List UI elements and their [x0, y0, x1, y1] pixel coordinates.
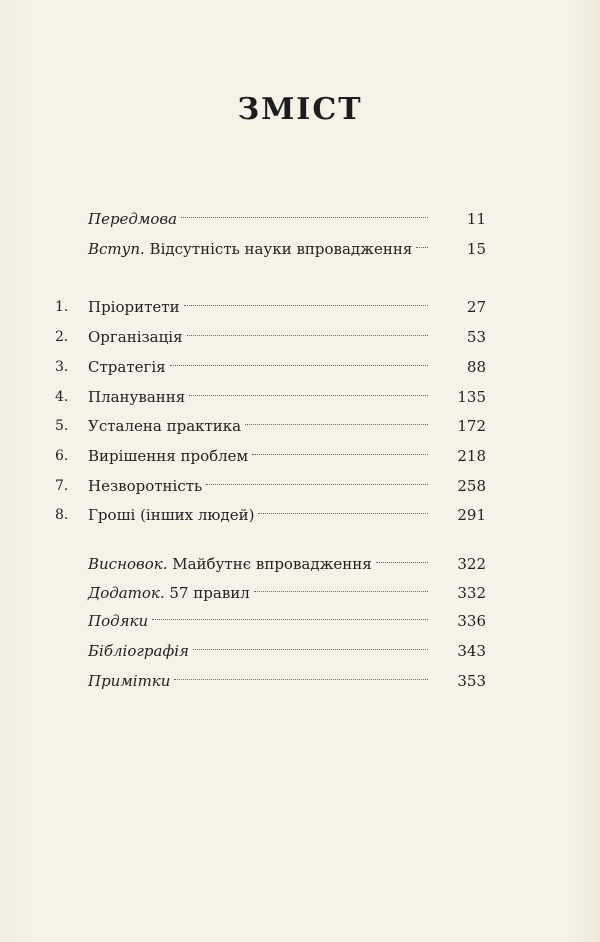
toc-entry-text — [88, 204, 434, 234]
toc-page-number: 172 — [457, 417, 486, 435]
dot-leader — [376, 562, 428, 563]
chapter-number: 8. — [55, 507, 69, 523]
chapter-number: 7. — [55, 478, 69, 494]
toc-chapter-3 — [0, 352, 486, 382]
dot-leader — [258, 513, 428, 514]
toc-entry-text — [88, 471, 434, 501]
toc-entry-text — [88, 322, 434, 352]
toc-page-number: 343 — [457, 642, 486, 660]
toc-entry-text — [88, 441, 434, 471]
toc-entry-text — [88, 382, 434, 412]
dot-leader — [152, 619, 428, 620]
toc-entry-text — [88, 666, 434, 696]
chapter-title: Організація — [88, 328, 183, 346]
chapter-number: 2. — [55, 329, 69, 345]
toc-entry-acknowledgements — [0, 606, 486, 636]
chapter-title: Пріоритети — [88, 298, 180, 316]
toc-entry-label — [88, 204, 181, 234]
toc-page-number: 218 — [457, 447, 486, 465]
toc-entry-lead: Висновок. — [88, 555, 168, 573]
toc-entry-label — [88, 578, 254, 608]
toc-entry-notes — [0, 666, 486, 696]
toc-page-number: 353 — [457, 672, 486, 690]
toc-entry-text — [88, 606, 434, 636]
chapter-title: Стратегія — [88, 358, 166, 376]
dot-leader — [181, 217, 428, 218]
chapter-title: Гроші (інших людей) — [88, 506, 255, 524]
toc-entry-label — [88, 606, 152, 636]
dot-leader — [206, 484, 428, 485]
toc-entry-title: 57 правил — [164, 584, 250, 602]
toc-page-number: 291 — [457, 506, 486, 524]
page-title: ЗМІСТ — [237, 92, 363, 127]
toc-page-number: 15 — [466, 240, 486, 258]
toc-entry-label — [88, 549, 376, 579]
chapter-number: 3. — [55, 359, 69, 375]
dot-leader — [193, 649, 428, 650]
toc-entry-label — [88, 666, 174, 696]
toc-entry-lead: Бібліографія — [88, 642, 189, 660]
dot-leader — [184, 305, 428, 306]
toc-chapter-7 — [0, 471, 486, 501]
dot-leader — [174, 679, 428, 680]
dot-leader — [189, 395, 428, 396]
dot-leader — [245, 424, 428, 425]
toc-entry-introduction — [0, 234, 486, 264]
toc-entry-text — [88, 578, 434, 608]
toc-entry-conclusion — [0, 549, 486, 579]
toc-page-number: 53 — [466, 328, 486, 346]
toc-page-number: 88 — [466, 358, 486, 376]
toc-entry-text — [88, 234, 434, 264]
toc-chapter-8 — [0, 500, 486, 530]
toc-entry-text — [88, 411, 434, 441]
toc-entry-text — [88, 292, 434, 322]
toc-entry-text — [88, 636, 434, 666]
chapter-title: Планування — [88, 388, 186, 406]
chapter-title: Незворотність — [88, 477, 203, 495]
toc-entry-text — [88, 500, 434, 530]
dot-leader — [252, 454, 428, 455]
toc-chapter-1 — [0, 292, 486, 322]
toc-entry-lead: Подяки — [88, 612, 149, 630]
toc-page-number: 258 — [457, 477, 486, 495]
chapter-number: 6. — [55, 448, 69, 464]
chapter-number: 4. — [55, 389, 69, 405]
toc-entry-lead: Примітки — [88, 672, 171, 690]
chapter-title: Усталена практика — [88, 417, 242, 435]
toc-entry-title: Майбутнє впровадження — [167, 555, 372, 573]
toc-page-number: 322 — [457, 555, 486, 573]
toc-entry-preface — [0, 204, 486, 234]
toc-chapter-2 — [0, 322, 486, 352]
chapter-number: 1. — [55, 299, 69, 315]
toc-entry-lead: Вступ. — [88, 240, 145, 258]
toc-page-number: 11 — [466, 210, 486, 228]
chapter-number: 5. — [55, 418, 69, 434]
toc-entry-lead: Передмова — [88, 210, 178, 228]
toc-entry-lead: Додаток. — [88, 584, 165, 602]
toc-page-number: 27 — [466, 298, 486, 316]
toc-entry-text — [88, 352, 434, 382]
toc-chapter-6 — [0, 441, 486, 471]
dot-leader — [187, 335, 428, 336]
toc-entry-appendix — [0, 578, 486, 608]
toc-entry-bibliography — [0, 636, 486, 666]
dot-leader — [170, 365, 428, 366]
dot-leader — [254, 591, 428, 592]
chapter-title: Вирішення проблем — [88, 447, 249, 465]
toc-entry-label — [88, 234, 416, 264]
toc-page-number: 336 — [457, 612, 486, 630]
toc-page-number: 332 — [457, 584, 486, 602]
toc-chapter-5 — [0, 411, 486, 441]
toc-chapter-4 — [0, 382, 486, 412]
toc-entry-label — [88, 636, 193, 666]
toc-page-number: 135 — [457, 388, 486, 406]
toc-entry-text — [88, 549, 434, 579]
toc-entry-title: Відсутність науки впровадження — [144, 240, 413, 258]
